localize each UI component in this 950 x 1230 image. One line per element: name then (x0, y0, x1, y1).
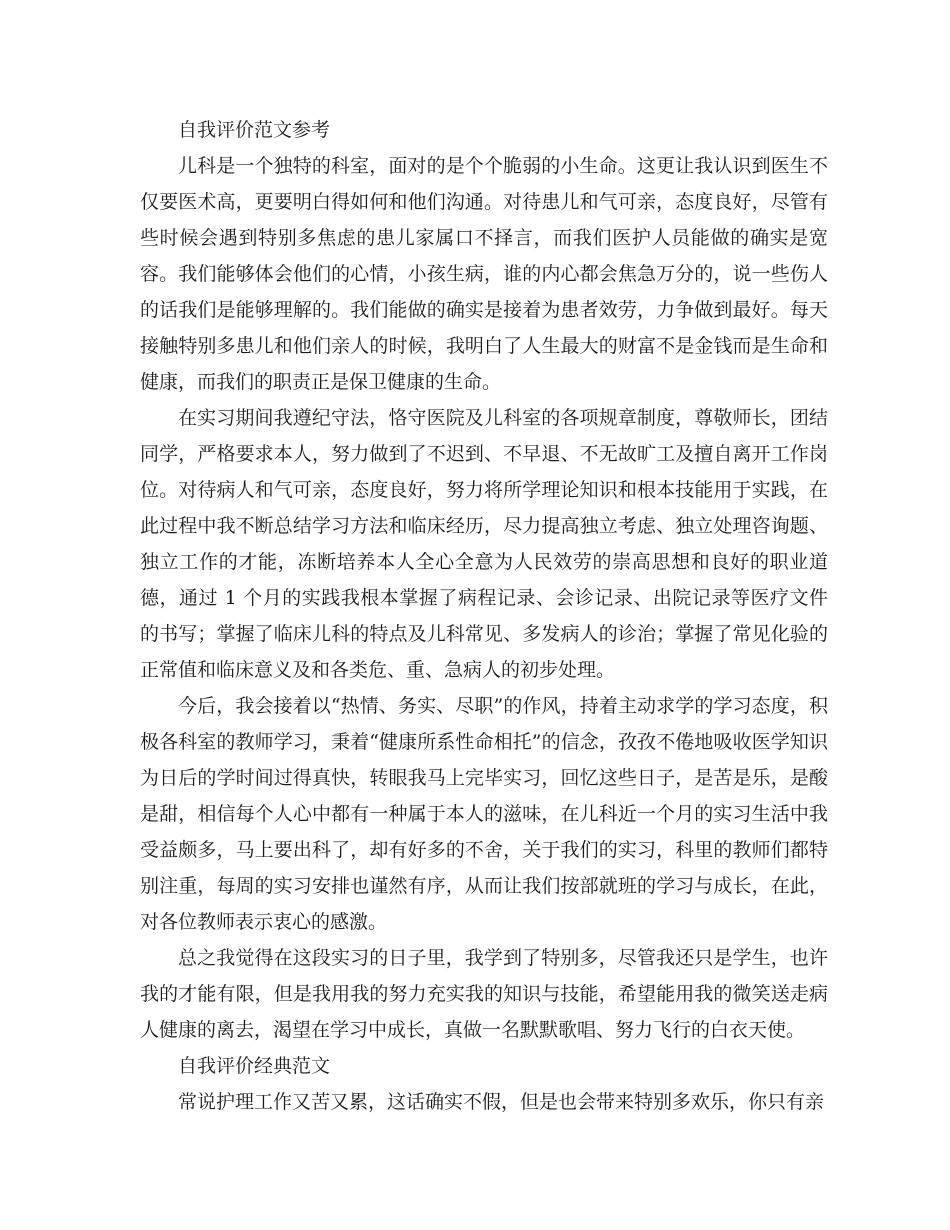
paragraph: 今后，我会接着以“热情、务实、尽职”的作风，持着主动求学的学习态度，积极各科室的教师学习，秉着“健康所系性命相托”的信念，孜孜不倦地吸收医学知识为日后的学时间过得真快，转眼我马上完毕实习，回忆这些日子，是苦是乐，是酸是甜，相信每个人心中都有一种属于本人的滋味，在儿科近一个月的实习生活中我受益颇多，马上要出科了，却有好多的不舍，关于我们的实习，科里的教师们都特别注重，每周的实习安排也谨然有序，从而让我们按部就班的学习与成长，在此，对各位教师表示衷心的感激。 (140, 695, 828, 933)
paragraph: 常说护理工作又苦又累，这话确实不假，但是也会带来特别多欢乐，你只有亲 (178, 1091, 825, 1113)
section-self-evaluation-reference (140, 112, 828, 1048)
paragraph: 儿科是一个独特的科室，面对的是个个脆弱的小生命。这更让我认识到医生不仅要医术高，更要明白得如何和他们沟通。对待患儿和气可亲，态度良好，尽管有些时候会遇到特别多焦虑的患儿家属口不择言，而我们医护人员能做的确实是宽容。我们能够体会他们的心情，小孩生病，谁的内心都会焦急万分的，说一些伤人的话我们是能够理解的。我们能做的确实是接着为患者效劳，力争做到最好。每天接触特别多患儿和他们亲人的时候，我明白了人生最大的财富不是金钱而是生命和健康，而我们的职责正是保卫健康的生命。 (140, 155, 828, 393)
section-self-evaluation-classic (140, 1048, 828, 1120)
document-body (140, 112, 828, 1120)
section-heading: 自我评价经典范文 (178, 1055, 331, 1077)
paragraph: 在实习期间我遵纪守法，恪守医院及儿科室的各项规章制度，尊敬师长，团结同学，严格要求本人，努力做到了不迟到、不早退、不无故旷工及擅自离开工作岗位。对待病人和气可亲，态度良好，努力将所学理论知识和根本技能用于实践，在此过程中我不断总结学习方法和临床经历，尽力提高独立考虑、独立处理咨询题、独立工作的才能，冻断培养本人全心全意为人民效劳的崇高思想和良好的职业道德，通过 1 个月的实践我根本掌握了病程记录、会诊记录、出院记录等医疗文件的书写；掌握了临床儿科的特点及儿科常见、多发病人的诊治；掌握了常见化验的正常值和临床意义及和各类危、重、急病人的初步处理。 (140, 407, 828, 681)
section-heading: 自我评价范文参考 (178, 119, 331, 141)
paragraph: 总之我觉得在这段实习的日子里，我学到了特别多，尽管我还只是学生，也许我的才能有限，但是我用我的努力充实我的知识与技能，希望能用我的微笑送走病人健康的离去，渴望在学习中成长，真做一名默默歌唱、努力飞行的白衣天使。 (140, 947, 828, 1041)
